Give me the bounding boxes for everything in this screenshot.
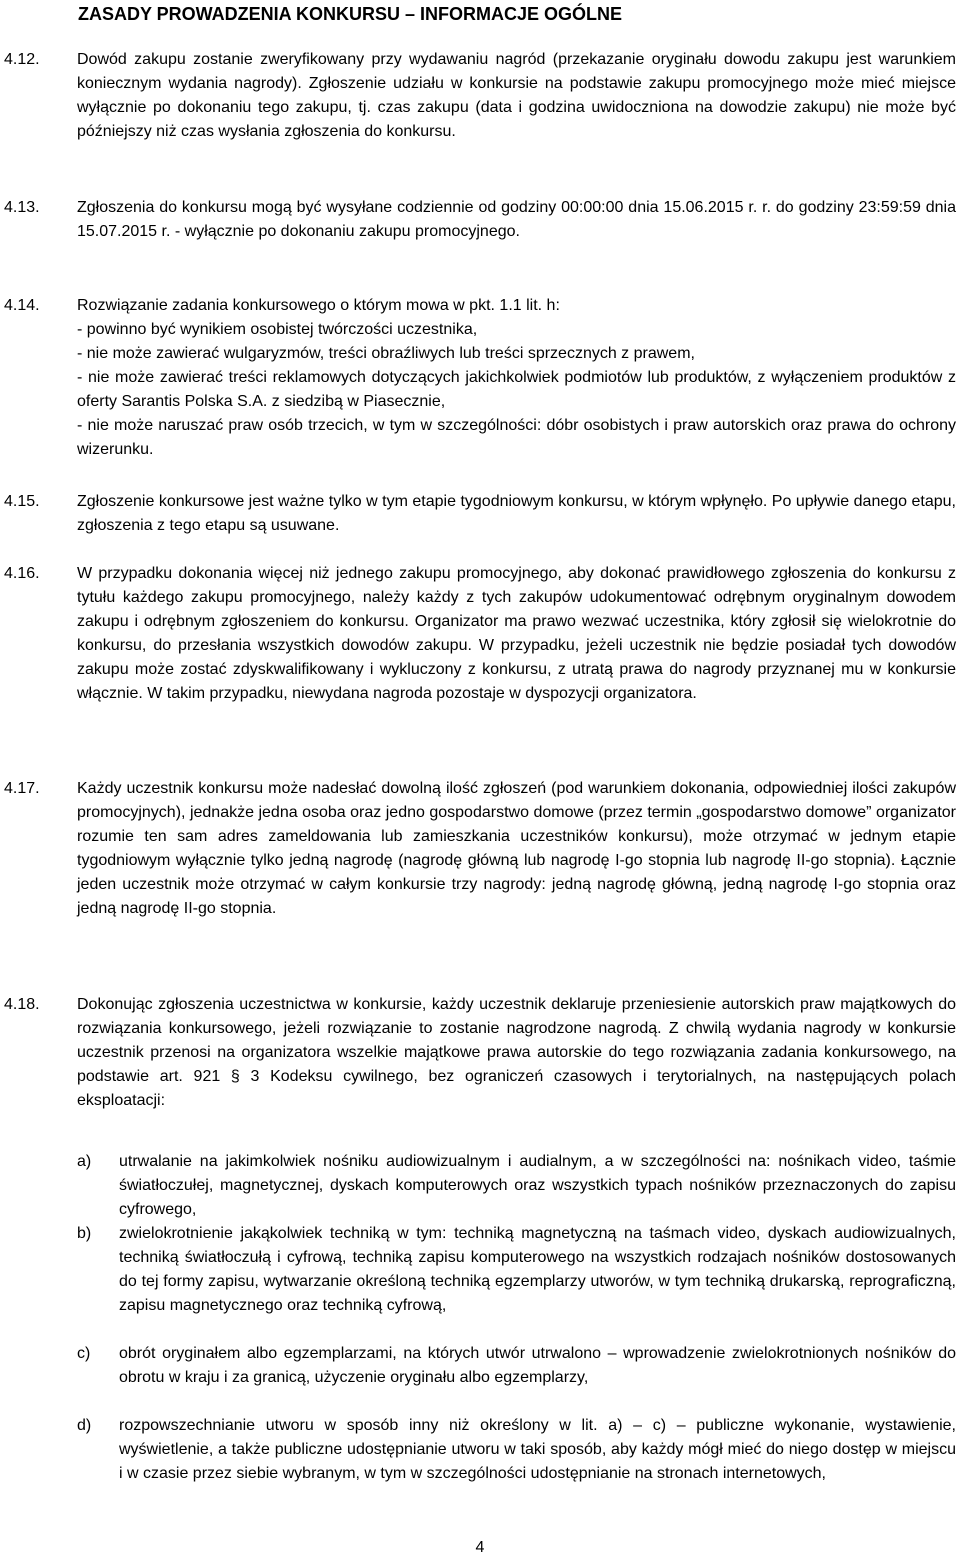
section-line: - nie może zawierać wulgaryzmów, treści obraźliwych lub treści sprzecznych z prawem,: [77, 345, 695, 362]
section-paragraph: Dokonując zgłoszenia uczestnictwa w konkursie, każdy uczestnik deklaruje przeniesienie autorskich praw majątkowych do rozwiązania konkursowego, jeżeli rozwiązanie to zostanie nagrodzone nagrodą. Z chwilą wydania nagrody w konkursie uczestnik przenosi na organizatora wszelkie majątkowe prawa autorskie do tego rozwiązania zadania konkursowego, na podstawie art. 921 § 3 Kodeksu cywilnego, bez ograniczeń czasowych i terytorialnych, na następujących polach eksploatacji:: [77, 996, 956, 1109]
section-text: [77, 490, 956, 538]
section-text: [77, 993, 956, 1113]
section-number: 4.16.: [4, 565, 40, 582]
section-number: 4.17.: [4, 780, 40, 797]
section-paragraph: Zgłoszenia do konkursu mogą być wysyłane codziennie od godziny 00:00:00 dnia 15.06.2015 r. r. do godziny 23:59:59 dnia 15.07.2015 r. - wyłącznie po dokonaniu zakupu promocyjnego.: [77, 199, 956, 240]
section-text: [77, 48, 956, 144]
list-item-letter: a): [77, 1153, 92, 1170]
list-item-text: rozpowszechnianie utworu w sposób inny niż określony w lit. a) – c) – publiczne wykonanie, wystawienie, wyświetlenie, a także publiczne udostępnianie utworu w taki sposób, aby każdy mógł mieć do niego dostęp w miejscu i w czasie przez siebie wybranym, w tym w szczególności udostępnianie na stronach internetowych,: [119, 1417, 956, 1482]
page-number: 4: [475, 1539, 485, 1556]
list-item-text: obrót oryginałem albo egzemplarzami, na których utwór utrwalono – wprowadzenie zwielokrotnionych nośników do obrotu w kraju i za granicą, użyczenie oryginału albo egzemplarzy,: [119, 1345, 956, 1386]
section-number: 4.14.: [4, 297, 40, 314]
section-line: - nie może zawierać treści reklamowych dotyczących jakichkolwiek podmiotów lub produktów, z wyłączeniem produktów z oferty Sarantis Polska S.A. z siedzibą w Piasecznie,: [77, 369, 956, 410]
section-number: 4.12.: [4, 51, 40, 68]
section-line: - nie może naruszać praw osób trzecich, w tym w szczególności: dóbr osobistych i praw autorskich oraz prawa do ochrony wizerunku.: [77, 417, 956, 458]
section-text: [77, 777, 956, 921]
section-text: [77, 294, 956, 462]
section-number: 4.13.: [4, 199, 40, 216]
page-title: ZASADY PROWADZENIA KONKURSU – INFORMACJE OGÓLNE: [78, 4, 623, 24]
list-item-letter: d): [77, 1417, 92, 1434]
list-item-letter: c): [77, 1345, 91, 1362]
list-item-text: utrwalanie na jakimkolwiek nośniku audiowizualnym i audialnym, a w szczególności na: nośnikach video, taśmie światłoczułej, magnetycznej, dyskach komputerowych oraz wszystkich typach nośników przeznaczonych do zapisu cyfrowego,: [119, 1153, 956, 1218]
section-paragraph: Dowód zakupu zostanie zweryfikowany przy wydawaniu nagród (przekazanie oryginału dowodu zakupu jest warunkiem koniecznym wydania nagrody). Zgłoszenie udziału w konkursie na podstawie zakupu promocyjnego może mieć miejsce wyłącznie po dokonaniu tego zakupu, tj. czas zakupu (data i godzina uwidoczniona na dowodzie zakupu) nie może być późniejszy niż czas wysłania zgłoszenia do konkursu.: [77, 51, 956, 140]
section-paragraph: Zgłoszenie konkursowe jest ważne tylko w tym etapie tygodniowym konkursu, w którym wpłynęło. Po upływie danego etapu, zgłoszenia z tego etapu są usuwane.: [77, 493, 956, 534]
section-line: Rozwiązanie zadania konkursowego o którym mowa w pkt. 1.1 lit. h:: [77, 297, 560, 314]
section-number: 4.15.: [4, 493, 40, 510]
section-paragraph: W przypadku dokonania więcej niż jednego zakupu promocyjnego, aby dokonać prawidłowego zgłoszenia do konkursu z tytułu każdego zakupu promocyjnego, należy każdy z tych zakupów udokumentować odrębnym oryginalnym dowodem zakupu i odrębnym zgłoszeniem do konkursu. Organizator ma prawo wezwać uczestnika, który zgłosił się wielokrotnie do konkursu, do przesłania wszystkich dowodów zakupu. W przypadku, jeżeli uczestnik nie będzie posiadał tych dowodów zakupu może zostać zdyskwalifikowany i wykluczony z konkursu, z utratą prawa do nagrody przyznanej mu w konkursie włącznie. W takim przypadku, niewydana nagroda pozostaje w dyspozycji organizatora.: [77, 565, 956, 702]
section-number: 4.18.: [4, 996, 40, 1013]
list-item-letter: b): [77, 1225, 92, 1242]
section-paragraph: Każdy uczestnik konkursu może nadesłać dowolną ilość zgłoszeń (pod warunkiem dokonania, odpowiedniej ilości zakupów promocyjnych), jednakże jedna osoba oraz jedno gospodarstwo domowe (przez termin „gospodarstwo domowe” organizator rozumie ten sam adres zameldowania lub zamieszkania uczestników konkursu), może otrzymać w jednym etapie tygodniowym wyłącznie tylko jedną nagrodę (nagrodę główną lub nagrodę I-go stopnia lub nagrodę II-go stopnia). Łącznie jeden uczestnik może otrzymać w całym konkursie trzy nagrody: jedną nagrodę główną, jedną nagrodę I-go stopnia oraz jedną nagrodę II-go stopnia.: [77, 780, 956, 917]
list-item-text: zwielokrotnienie jakąkolwiek techniką w tym: techniką magnetyczną na taśmach video, dyskach audiowizualnych, techniką światłoczułą i cyfrową, techniką zapisu komputerowego na wszystkich rodzajach nośników dostosowanych do tej formy zapisu, wytwarzanie określoną techniką egzemplarzy utworów, w tym techniką drukarską, reprograficzną, zapisu magnetycznego oraz techniką cyfrową,: [119, 1225, 956, 1314]
section-text: [77, 562, 956, 706]
section-line: - powinno być wynikiem osobistej twórczości uczestnika,: [77, 321, 478, 338]
section-text: [77, 196, 956, 244]
